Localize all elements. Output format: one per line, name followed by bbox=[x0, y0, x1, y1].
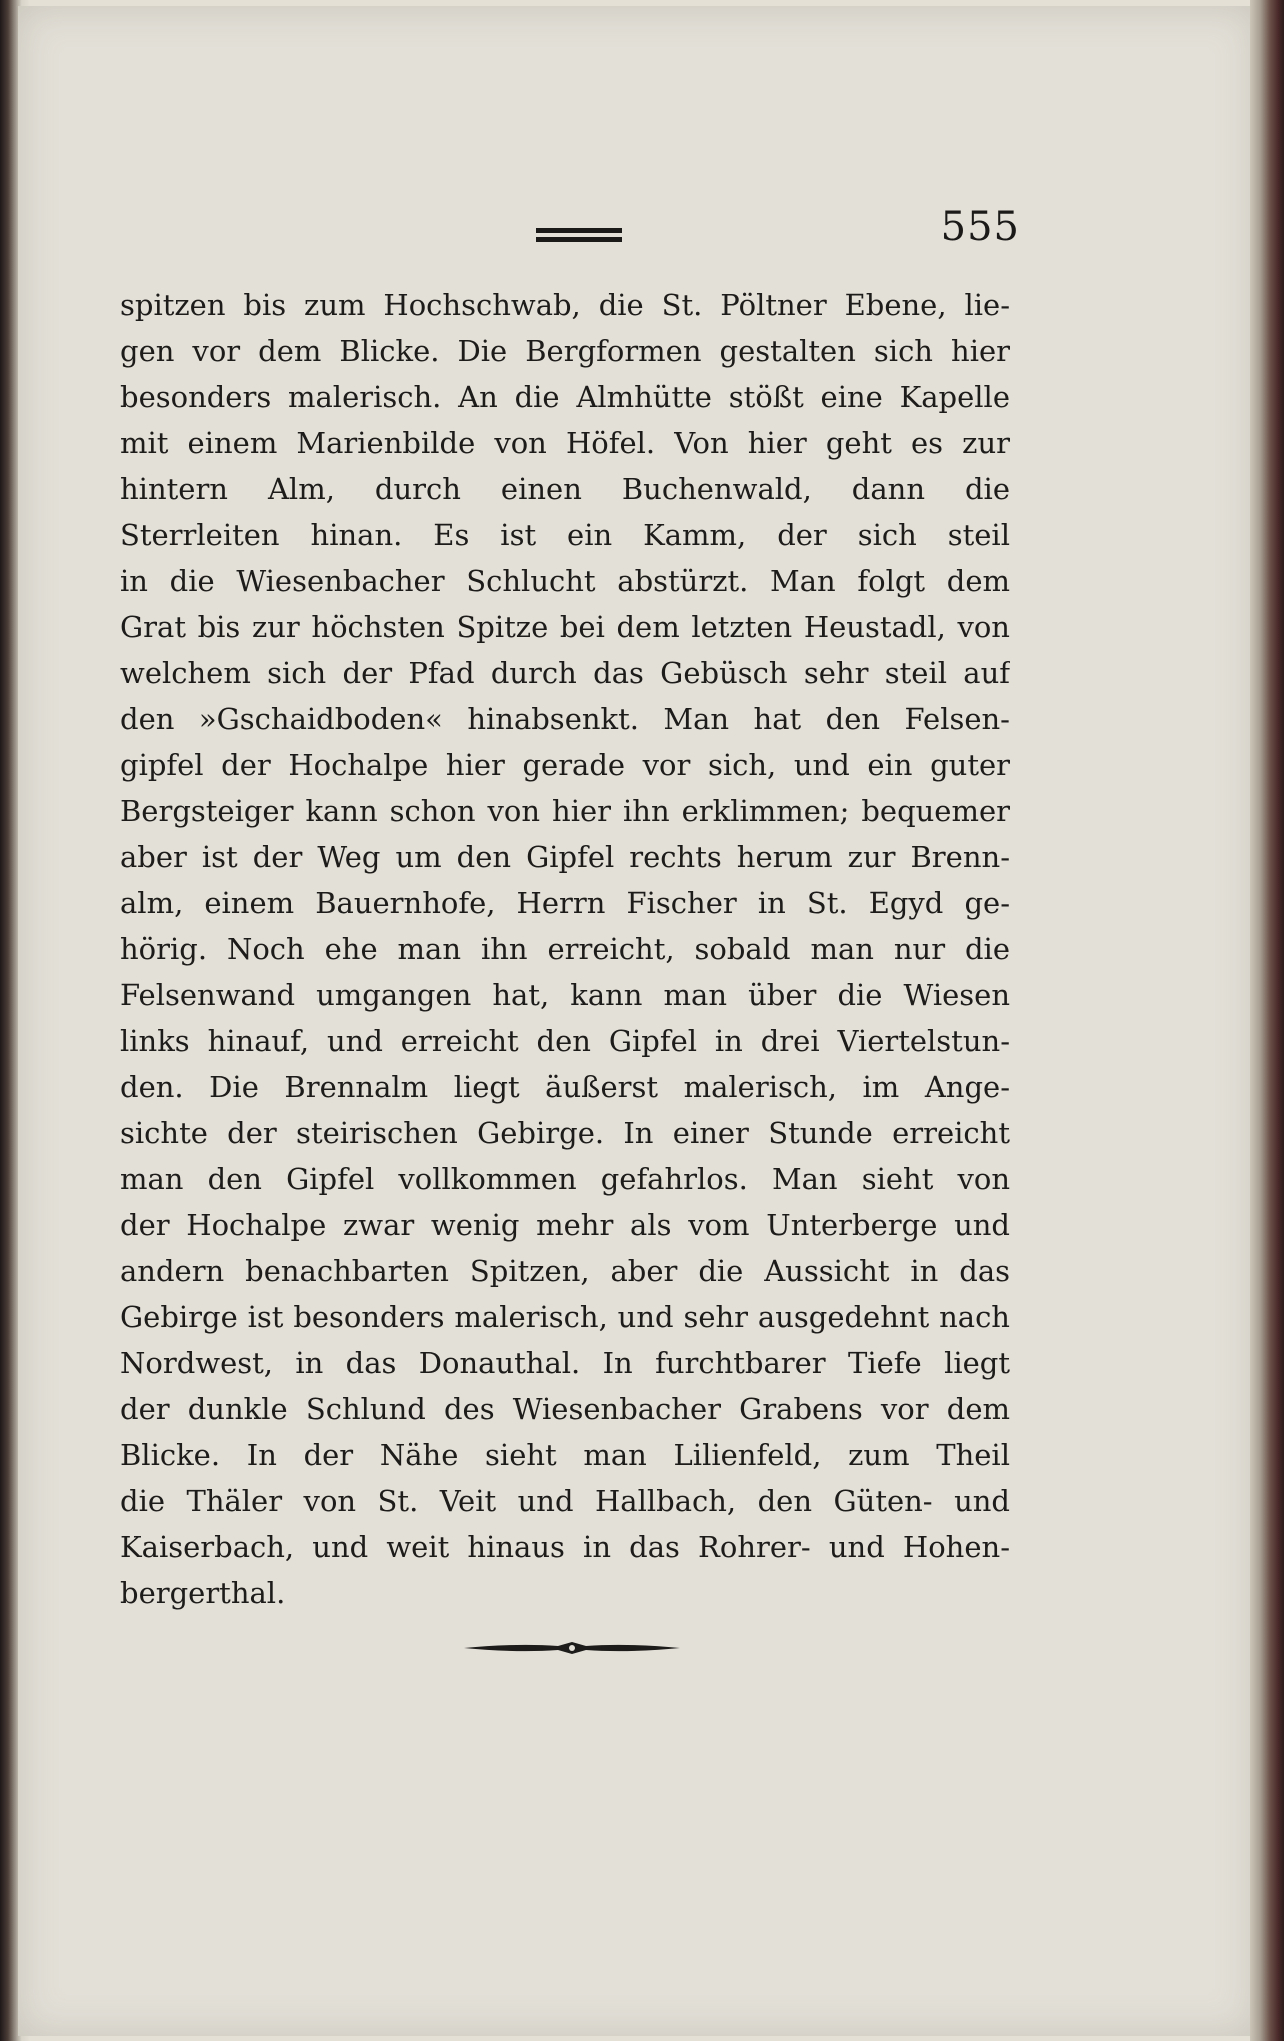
text-line: sichte der steirischen Gebirge. In einer Stunde erreicht bbox=[120, 1116, 1010, 1150]
text-line: Sterrleiten hinan. Es ist ein Kamm, der sich steil bbox=[120, 518, 1010, 552]
text-line: alm, einem Bauernhofe, Herrn Fischer in St. Egyd ge- bbox=[120, 886, 1010, 920]
text-line: in die Wiesenbacher Schlucht abstürzt. Man folgt dem bbox=[120, 564, 1010, 598]
page-number: 555 bbox=[940, 204, 1020, 250]
text-line: gen vor dem Blicke. Die Bergformen gestalten sich hier bbox=[120, 334, 1010, 368]
text-line: Kaiserbach, und weit hinaus in das Rohrer- und Hohen- bbox=[120, 1530, 1010, 1564]
text-line: welchem sich der Pfad durch das Gebüsch sehr steil auf bbox=[120, 656, 1010, 690]
text-line: man den Gipfel vollkommen gefahrlos. Man sieht von bbox=[120, 1162, 1010, 1196]
text-line: besonders malerisch. An die Almhütte stößt eine Kapelle bbox=[120, 380, 1010, 414]
text-line-final: bergerthal. bbox=[120, 1576, 286, 1610]
text-line: hintern Alm, durch einen Buchenwald, dann die bbox=[120, 472, 1010, 506]
text-line: Felsenwand umgangen hat, kann man über die Wiesen bbox=[120, 978, 1010, 1012]
text-line: Bergsteiger kann schon von hier ihn erklimmen; bequemer bbox=[120, 794, 1010, 828]
text-line: Blicke. In der Nähe sieht man Lilienfeld, zum Theil bbox=[120, 1438, 1010, 1472]
text-line: Nordwest, in das Donauthal. In furchtbarer Tiefe liegt bbox=[120, 1346, 1010, 1380]
text-line: spitzen bis zum Hochschwab, die St. Pöltner Ebene, lie- bbox=[120, 288, 1010, 322]
book-cover-edge bbox=[1250, 0, 1284, 2041]
text-line: die Thäler von St. Veit und Hallbach, den Güten- und bbox=[120, 1484, 1010, 1518]
text-line: den. Die Brennalm liegt äußerst malerisch, im Ange- bbox=[120, 1070, 1010, 1104]
text-line: mit einem Marienbilde von Höfel. Von hier geht es zur bbox=[120, 426, 1010, 460]
end-ornament-icon bbox=[462, 1636, 682, 1660]
header-double-rule bbox=[536, 228, 622, 233]
text-line: links hinauf, und erreicht den Gipfel in drei Viertelstun- bbox=[120, 1024, 1010, 1058]
text-line: der dunkle Schlund des Wiesenbacher Grabens vor dem bbox=[120, 1392, 1010, 1426]
text-line: Grat bis zur höchsten Spitze bei dem letzten Heustadl, von bbox=[120, 610, 1010, 644]
text-line: der Hochalpe zwar wenig mehr als vom Unterberge und bbox=[120, 1208, 1010, 1242]
text-line: hörig. Noch ehe man ihn erreicht, sobald man nur die bbox=[120, 932, 1010, 966]
text-line: den »Gschaidboden« hinabsenkt. Man hat den Felsen- bbox=[120, 702, 1010, 736]
body-text bbox=[120, 282, 1010, 1616]
text-line: Gebirge ist besonders malerisch, und sehr ausgedehnt nach bbox=[120, 1300, 1010, 1334]
text-line: andern benachbarten Spitzen, aber die Aussicht in das bbox=[120, 1254, 1010, 1288]
text-line: gipfel der Hochalpe hier gerade vor sich, und ein guter bbox=[120, 748, 1010, 782]
text-line: aber ist der Weg um den Gipfel rechts herum zur Brenn- bbox=[120, 840, 1010, 874]
